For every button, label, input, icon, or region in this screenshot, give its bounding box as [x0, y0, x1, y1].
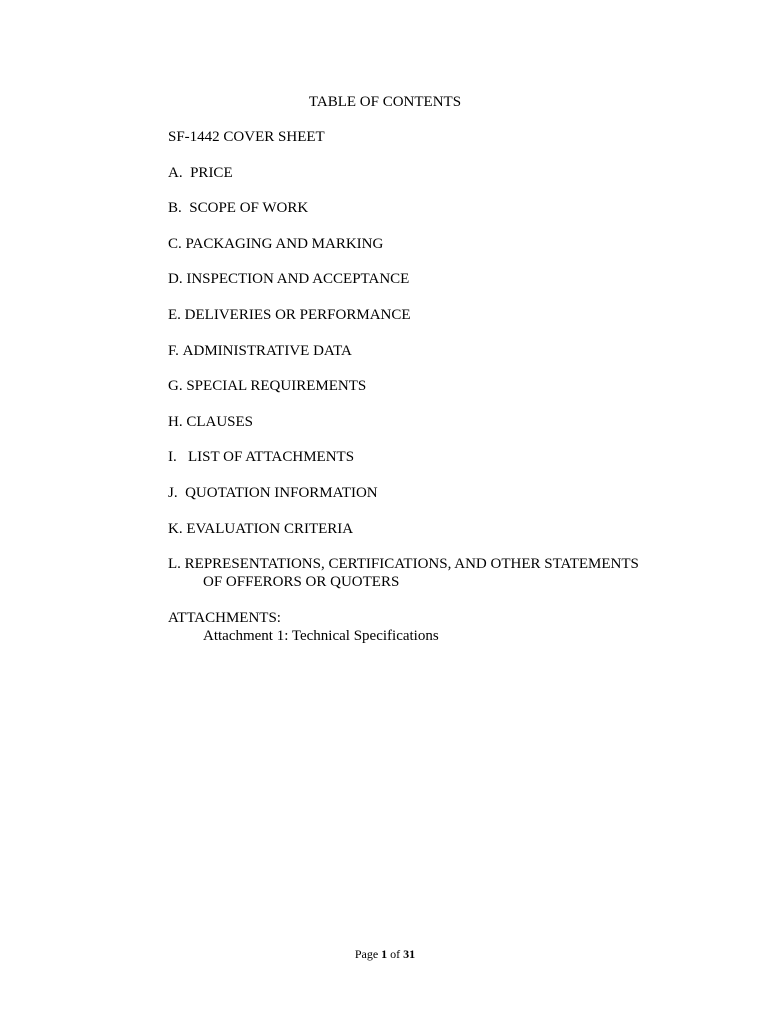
- toc-entry-text: INSPECTION AND ACCEPTANCE: [186, 271, 410, 288]
- toc-entry-b: [168, 199, 728, 217]
- page-footer: [0, 946, 770, 962]
- toc-entry-l: [168, 555, 728, 591]
- toc-entry-letter: C.: [168, 235, 182, 252]
- toc-entry-text: REPRESENTATIONS, CERTIFICATIONS, AND OTHER STATEMENTS: [184, 556, 639, 573]
- table-of-contents: [168, 128, 728, 645]
- toc-entry-letter: A.: [168, 164, 183, 181]
- toc-entry-letter: D.: [168, 271, 183, 288]
- page-word: Page: [354, 947, 379, 961]
- toc-entry-j: [168, 484, 728, 502]
- attachment-item: Attachment 1: Technical Specifications: [203, 627, 439, 644]
- toc-entry-text: PACKAGING AND MARKING: [185, 235, 384, 252]
- toc-entry-letter: H.: [168, 413, 183, 430]
- toc-entry-g: [168, 377, 728, 395]
- toc-entry-letter: G.: [168, 378, 183, 395]
- toc-entry-f: [168, 342, 728, 360]
- toc-entry-i: [168, 448, 728, 466]
- toc-entry-letter: F.: [168, 342, 179, 359]
- of-word: of: [390, 947, 401, 961]
- toc-entry-a: [168, 164, 728, 182]
- page-total: 31: [403, 947, 416, 961]
- toc-entry-letter: L.: [168, 556, 181, 573]
- toc-entry-text: CLAUSES: [186, 413, 254, 430]
- attachments-section: [168, 609, 728, 645]
- toc-entry-cover-sheet: SF-1442 COVER SHEET: [168, 129, 325, 145]
- toc-entry-text: SCOPE OF WORK: [189, 200, 309, 217]
- toc-entry-text-continued: OF OFFERORS OR QUOTERS: [203, 574, 400, 591]
- toc-entry-text: PRICE: [190, 164, 233, 181]
- attachments-heading: ATTACHMENTS:: [168, 609, 281, 626]
- toc-entry-text: SPECIAL REQUIREMENTS: [186, 378, 367, 395]
- toc-entry-letter: J.: [168, 484, 178, 501]
- toc-entry-text: EVALUATION CRITERIA: [186, 520, 354, 537]
- page-current: 1: [381, 947, 388, 961]
- toc-entry-letter: B.: [168, 200, 182, 217]
- page-title: TABLE OF CONTENTS: [308, 94, 462, 110]
- toc-entry-letter: I.: [168, 449, 177, 466]
- toc-entry-k: [168, 520, 728, 538]
- toc-entry-text: LIST OF ATTACHMENTS: [188, 449, 355, 466]
- toc-entry-h: [168, 413, 728, 431]
- toc-entry-letter: K.: [168, 520, 183, 537]
- toc-entry-text: DELIVERIES OR PERFORMANCE: [184, 306, 411, 323]
- toc-entry-d: [168, 270, 728, 288]
- toc-entry-e: [168, 306, 728, 324]
- toc-entry-letter: E.: [168, 306, 181, 323]
- toc-entry-text: QUOTATION INFORMATION: [185, 484, 378, 501]
- toc-entry-c: [168, 235, 728, 253]
- toc-entry-text: ADMINISTRATIVE DATA: [182, 342, 352, 359]
